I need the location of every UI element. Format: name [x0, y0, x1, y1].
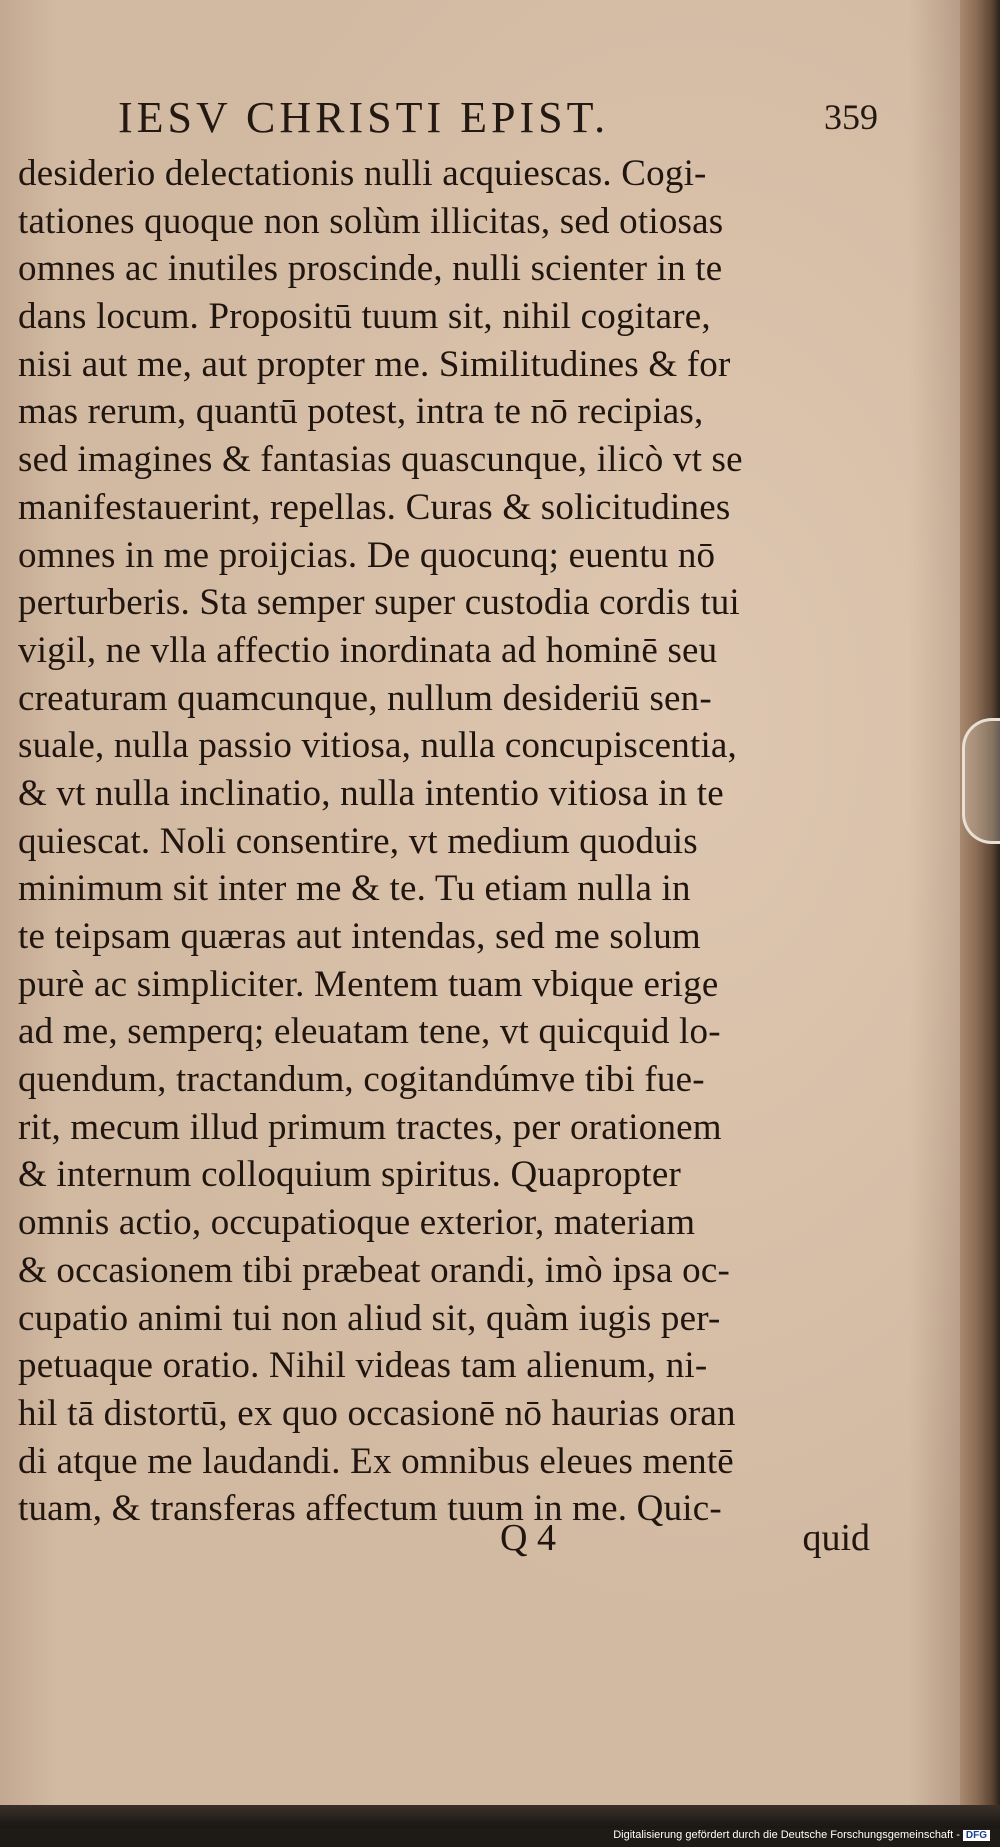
text-line: & occasionem tibi præbeat orandi, imò ipsa oc-	[18, 1249, 731, 1291]
text-line: purè ac simpliciter. Mentem tuam vbique erige	[18, 963, 719, 1005]
text-line: cupatio animi tui non aliud sit, quàm iugis per-	[18, 1297, 721, 1339]
page-number: 359	[824, 97, 878, 137]
text-line: mas rerum, quantū potest, intra te nō recipias,	[18, 391, 704, 433]
text-line: quiescat. Noli consentire, vt medium quoduis	[18, 820, 698, 862]
text-line: creaturam quamcunque, nullum desideriū sen-	[18, 677, 712, 719]
text-line: quendum, tractandum, cogitandúmve tibi fue-	[18, 1059, 705, 1101]
text-line: omnes ac inutiles proscinde, nulli scienter in te	[18, 248, 723, 290]
text-line: manifestauerint, repellas. Curas & solicitudines	[18, 486, 731, 528]
catchword: quid	[802, 1517, 870, 1559]
page-footer	[500, 1516, 870, 1566]
text-line: hil tā distortū, ex quo occasionē nō haurias oran	[18, 1392, 736, 1434]
text-line: & vt nulla inclinatio, nulla intentio vitiosa in te	[18, 772, 724, 814]
text-line: tuam, & transferas affectum tuum in me. Quic-	[18, 1488, 722, 1530]
text-line: tationes quoque non solùm illicitas, sed otiosas	[18, 200, 724, 242]
page-header	[118, 92, 878, 152]
page-clip	[962, 718, 1000, 844]
text-line: vigil, ne vlla affectio inordinata ad hominē seu	[18, 629, 718, 671]
dfg-logo: DFG	[963, 1830, 990, 1841]
signature-mark: Q 4	[500, 1517, 556, 1559]
text-line: ad me, semperq; eleuatam tene, vt quicquid lo-	[18, 1011, 721, 1053]
text-line: & internum colloquium spiritus. Quapropter	[18, 1154, 681, 1196]
digitization-credit	[613, 1829, 990, 1841]
text-line: omnes in me proijcias. De quocunq; euentu nō	[18, 534, 716, 576]
text-line: di atque me laudandi. Ex omnibus eleues mentē	[18, 1440, 734, 1482]
text-line: desiderio delectationis nulli acquiescas. Cogi-	[18, 153, 707, 194]
text-line: suale, nulla passio vitiosa, nulla concupiscentia,	[18, 725, 737, 767]
text-line: omnis actio, occupatioque exterior, materiam	[18, 1202, 696, 1244]
text-line: dans locum. Propositū tuum sit, nihil cogitare,	[18, 296, 711, 338]
book-fore-edge	[960, 0, 1000, 1805]
body-text	[18, 150, 868, 1533]
text-line: sed imagines & fantasias quascunque, ilicò vt se	[18, 439, 743, 481]
text-line: perturberis. Sta semper super custodia cordis tui	[18, 582, 740, 624]
text-line: minimum sit inter me & te. Tu etiam nulla in	[18, 868, 691, 910]
scan-bottom-border	[0, 1805, 1000, 1828]
credit-text: Digitalisierung gefördert durch die Deutsche Forschungsgemeinschaft -	[613, 1829, 960, 1841]
text-line: rit, mecum illud primum tractes, per orationem	[18, 1106, 722, 1148]
text-line: te teipsam quæras aut intendas, sed me solum	[18, 916, 701, 957]
running-head: IESV CHRISTI EPIST.	[118, 93, 610, 142]
text-line: petuaque oratio. Nihil videas tam alienum, ni-	[18, 1345, 708, 1387]
text-line: nisi aut me, aut propter me. Similitudines & for	[18, 343, 731, 385]
